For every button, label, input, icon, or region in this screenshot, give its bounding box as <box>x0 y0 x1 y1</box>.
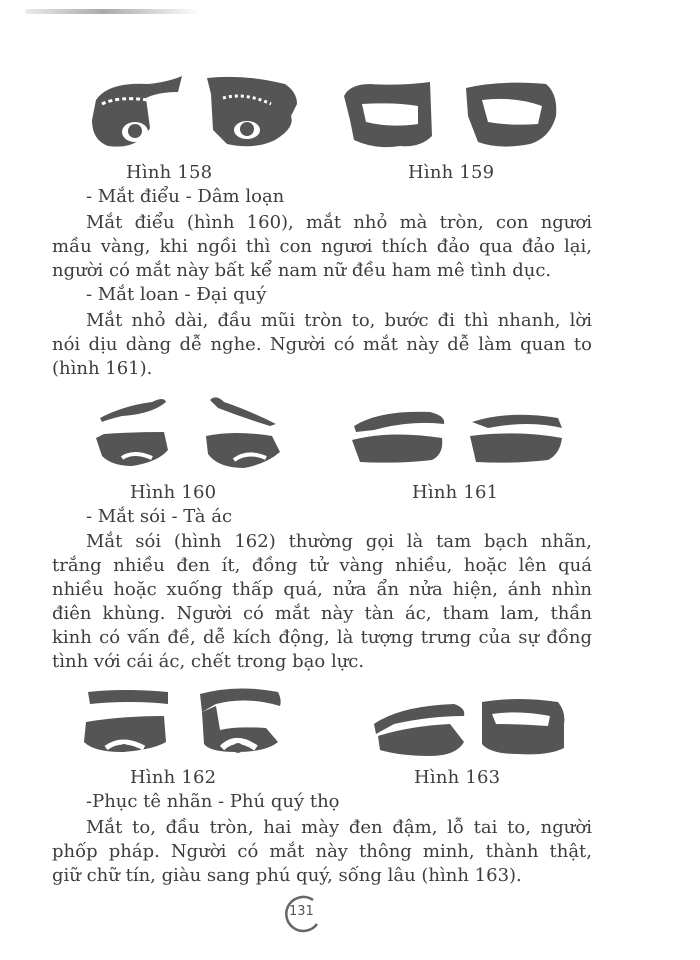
paragraph-line: điên khùng. Người có mắt này tàn ác, tham lam, thần <box>52 603 592 624</box>
eye-illustration-160-right <box>204 392 284 468</box>
paragraph <box>52 816 592 888</box>
eye-illustration-161-right <box>468 406 568 466</box>
paragraph-line: nhiều hoặc xuống thấp quá, nửa ẩn nửa hiện, ánh nhìn <box>52 579 592 600</box>
figure-row-162-163 <box>0 680 700 780</box>
eye-illustration-161-left <box>350 406 450 466</box>
paragraph-line: phốp pháp. Người có mắt này thông minh, thành thật, <box>52 841 592 862</box>
paragraph-line: Mắt sói (hình 162) thường gọi là tam bạch nhãn, <box>86 531 592 552</box>
figure-caption: Hình 161 <box>412 482 499 503</box>
paragraph <box>52 211 592 283</box>
paragraph-line: kinh có vấn đề, dễ kích động, là tượng trưng của sự đồng <box>52 627 592 648</box>
paragraph-line: tình với cái ác, chết trong bạo lực. <box>52 651 365 672</box>
eye-illustration-159-left <box>340 76 435 148</box>
paragraph-line: người có mắt này bất kể nam nữ đều ham mê tình dục. <box>52 260 552 281</box>
figure-caption: Hình 159 <box>408 162 495 183</box>
figure-caption: Hình 158 <box>126 162 213 183</box>
section-heading: - Mắt sói - Tà ác <box>86 506 233 527</box>
figure-caption: Hình 163 <box>414 767 501 788</box>
eye-illustration-158-left <box>88 70 183 150</box>
paragraph-line: (hình 161). <box>52 358 153 379</box>
eye-illustration-160-left <box>92 392 172 468</box>
paragraph-line: giữ chữ tín, giàu sang phú quý, sống lâu (hình 163). <box>52 865 522 886</box>
paragraph-line: mầu vàng, khi ngồi thì con ngươi thích đảo qua đảo lại, <box>52 236 592 257</box>
eye-illustration-158-right <box>205 70 300 150</box>
page-number-text: 131 <box>289 904 314 919</box>
figure-caption: Hình 160 <box>130 482 217 503</box>
figure-caption: Hình 162 <box>130 767 217 788</box>
figure-row-160-161 <box>0 388 700 488</box>
scan-header-artifact <box>25 9 200 14</box>
paragraph-line: Mắt điểu (hình 160), mắt nhỏ mà tròn, con ngươi <box>86 212 592 233</box>
paragraph-line: trắng nhiều đen ít, đồng tử vàng nhiều, hoặc lên quá <box>52 555 592 576</box>
figure-row-158-159 <box>0 62 700 162</box>
section-heading: - Mắt loan - Đại quý <box>86 284 267 305</box>
eye-illustration-163-right <box>478 698 568 756</box>
paragraph-line: nói dịu dàng dễ nghe. Người có mắt này dễ làm quan to <box>52 334 592 355</box>
paragraph <box>52 309 592 381</box>
section-heading: - Mắt điểu - Dâm loạn <box>86 186 285 207</box>
paragraph-line: Mắt nhỏ dài, đầu mũi tròn to, bước đi thì nhanh, lời <box>86 310 592 331</box>
section-heading: -Phục tê nhãn - Phú quý thọ <box>86 791 340 812</box>
page-number <box>283 894 323 934</box>
paragraph <box>52 530 592 674</box>
eye-illustration-159-right <box>460 76 560 148</box>
paragraph-line: Mắt to, đầu tròn, hai mày đen đậm, lỗ tai to, người <box>86 817 592 838</box>
eye-illustration-163-left <box>370 702 470 758</box>
eye-illustration-162-right <box>196 686 286 760</box>
eye-illustration-162-left <box>82 686 174 760</box>
